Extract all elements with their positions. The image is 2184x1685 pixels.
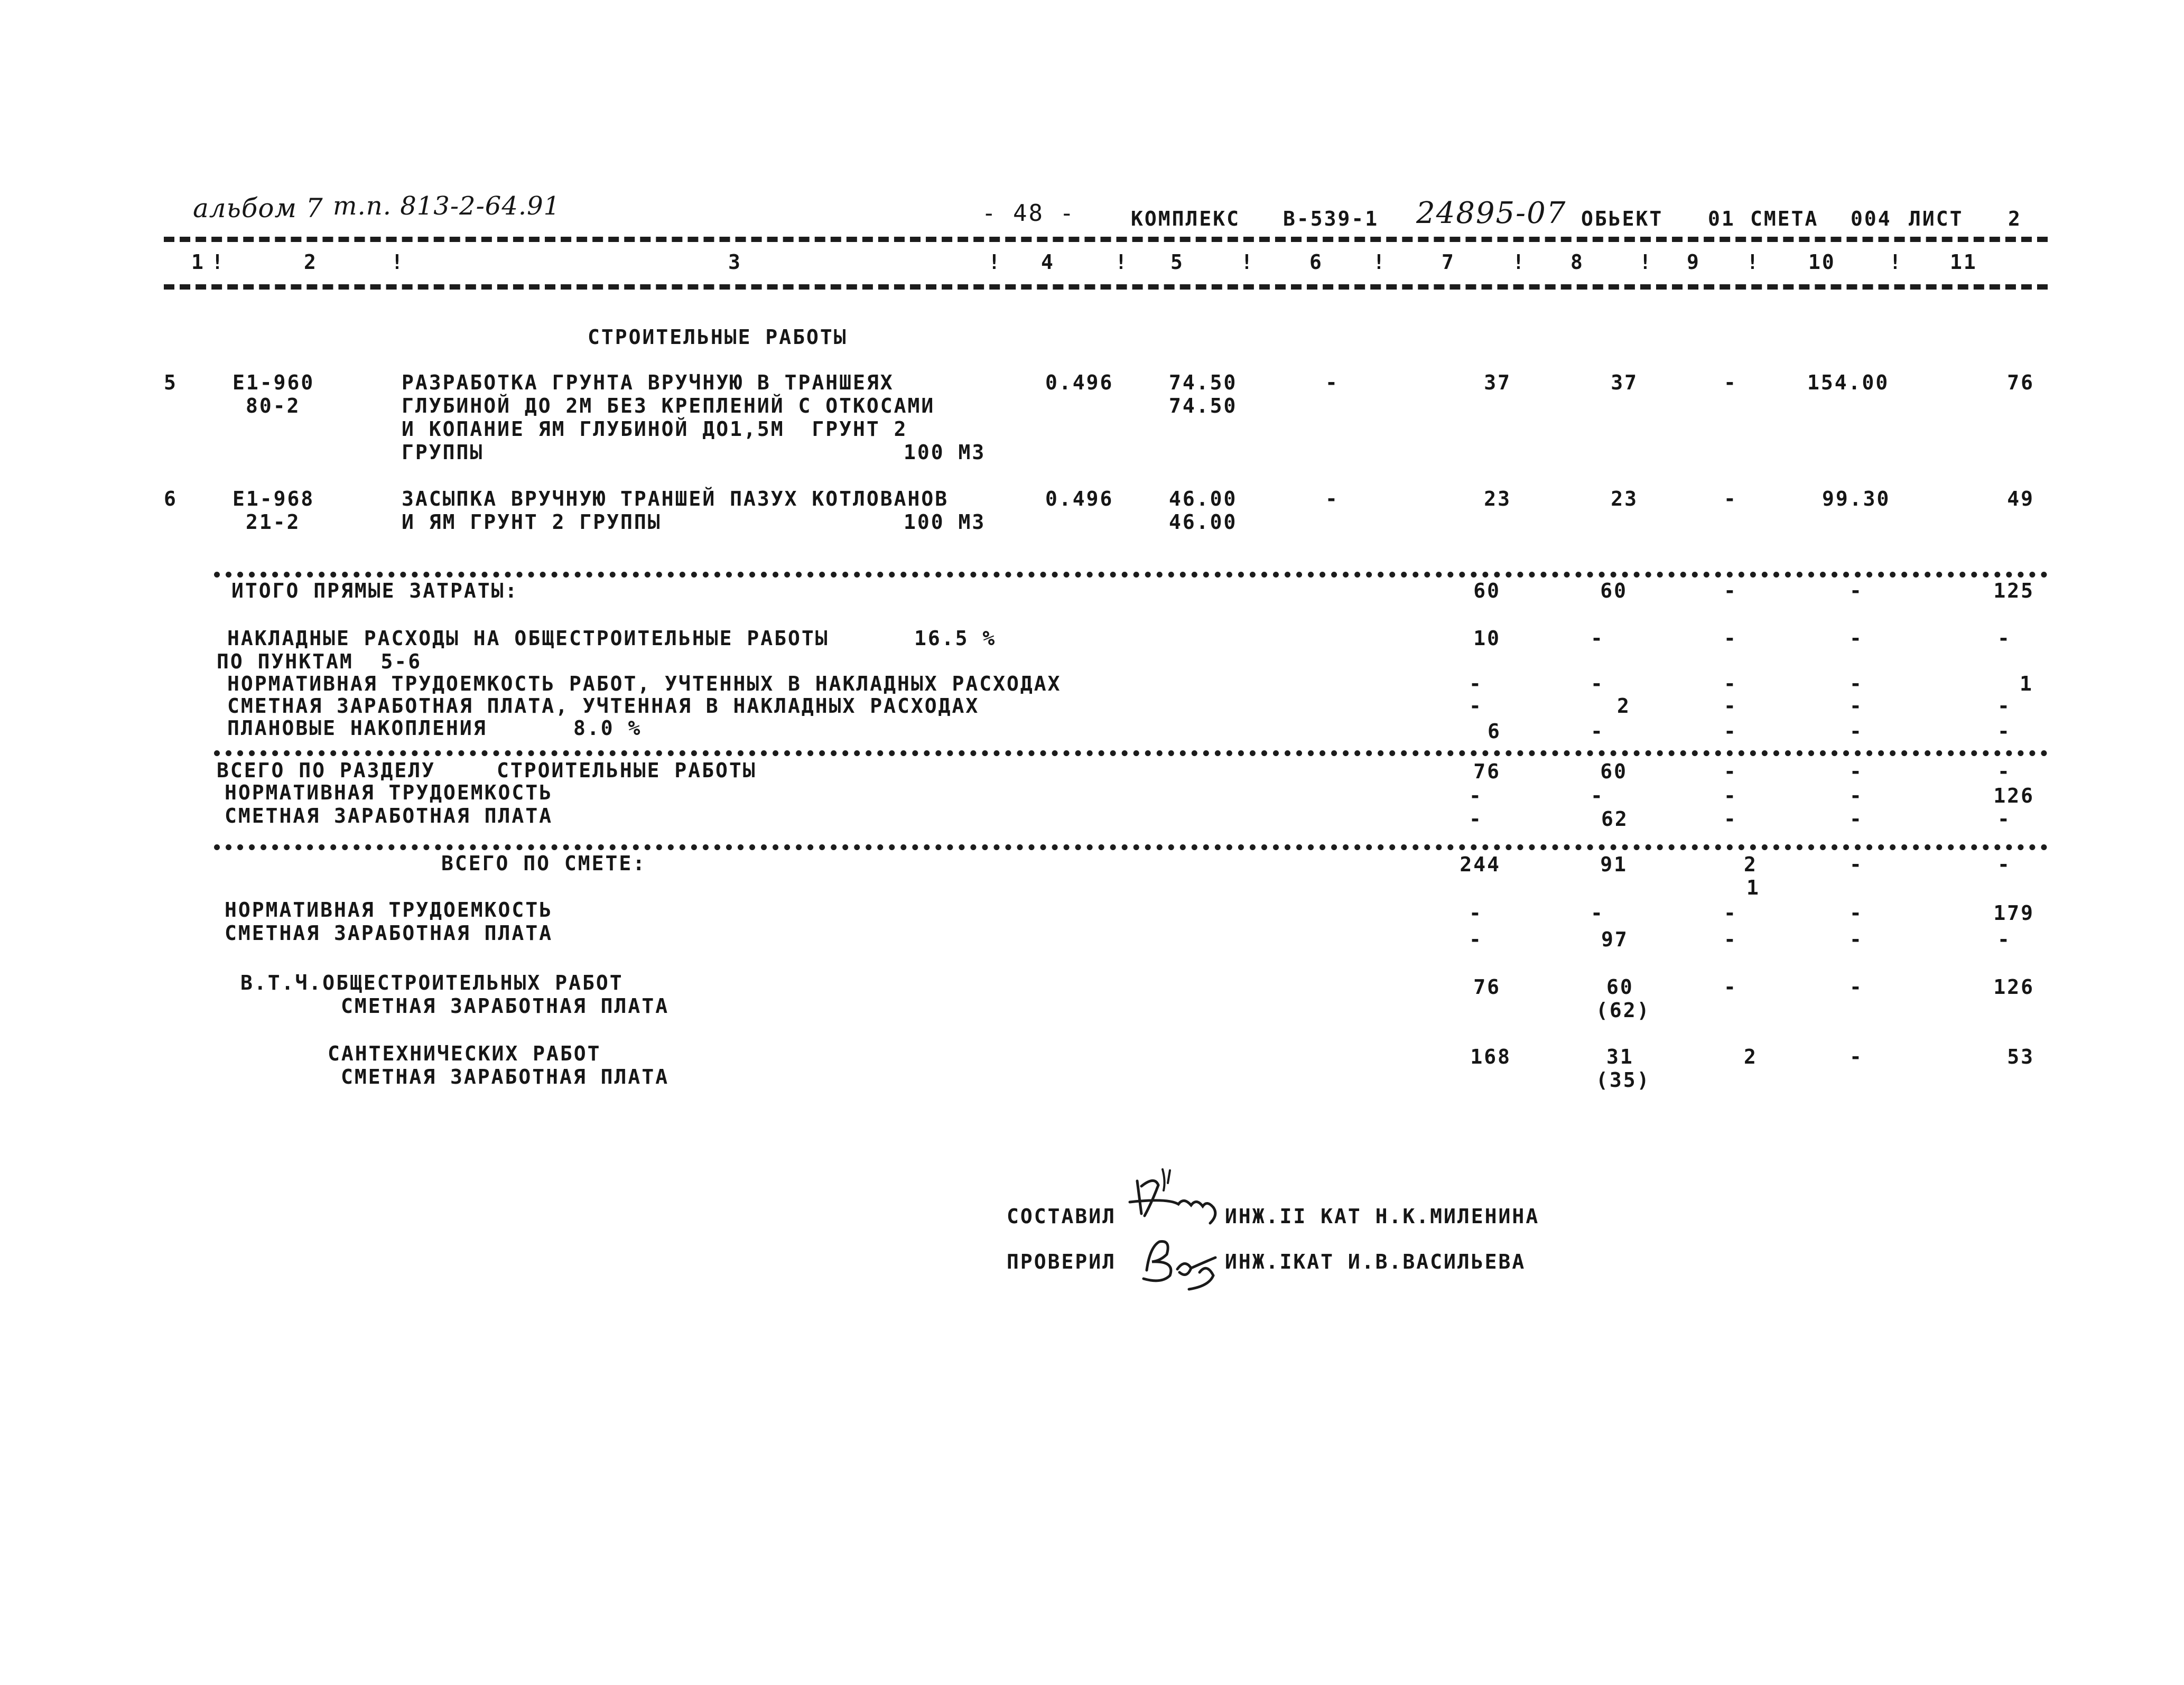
object-label: ОБЬЕКТ [1581,207,1663,230]
estimate-total-col7: 244 [1460,853,1501,876]
general-col8: 60 [1606,975,1634,999]
estimate-number: 004 [1851,207,1892,230]
planned-col8: - [1591,720,1604,743]
composed-by: ИНЖ.II КАТ Н.К.МИЛЕНИНА [1225,1205,1540,1228]
estimate-total-col9-sub: 1 [1746,876,1760,899]
planned-col7: 6 [1488,720,1501,743]
estimate-wage-col8: 97 [1601,928,1629,951]
direct-col7: 60 [1473,579,1501,602]
estimate-label: СМЕТА [1750,207,1819,230]
section-title: СТРОИТЕЛЬНЫЕ РАБОТЫ [588,325,848,349]
overhead-percent: 16.5 % [914,627,997,650]
section-total-col8: 60 [1600,760,1628,783]
section-total-col9: - [1724,760,1737,783]
planned-col9: - [1724,720,1737,743]
col-sep: ! [1373,250,1387,274]
section-total-label: ВСЕГО ПО РАЗДЕЛУ [217,759,436,782]
item-price-wage: 46.00 [1169,510,1238,534]
dotted-separator [214,844,2048,850]
estimate-total-col10: - [1850,853,1863,876]
estimate-norm-col10: - [1850,901,1863,925]
col-2: 2 [304,250,318,274]
checked-signature [1136,1231,1226,1295]
item-quantity: 0.496 [1045,487,1114,510]
item-col6: - [1325,371,1339,394]
col-1: 1 [191,250,205,274]
plumbing-col8: 31 [1606,1045,1634,1068]
overhead-col10: - [1850,627,1863,650]
general-col9: - [1724,975,1737,999]
item-unit: 100 М3 [904,510,986,534]
estimate-wage-label: СМЕТНАЯ ЗАРАБОТНАЯ ПЛАТА [225,921,553,945]
section-norm-col7: - [1469,784,1483,807]
item-col9: - [1724,487,1737,510]
checked-by: ИНЖ.IКАТ И.В.ВАСИЛЬЕВА [1225,1250,1526,1273]
col-7: 7 [1442,250,1455,274]
sheet-label: ЛИСТ [1909,207,1964,230]
col-5: 5 [1170,250,1184,274]
general-col8-wage: (62) [1596,999,1651,1022]
overhead-col11: - [1997,627,2011,650]
dotted-separator [214,750,2048,756]
item-price: 46.00 [1169,487,1238,510]
composed-signature [1126,1165,1226,1228]
section-norm-label: НОРМАТИВНАЯ ТРУДОЕМКОСТЬ [225,781,553,804]
plumbing-col9: 2 [1744,1045,1758,1068]
overhead-label: НАКЛАДНЫЕ РАСХОДЫ НА ОБЩЕСТРОИТЕЛЬНЫЕ РАБОТЫ [227,627,829,650]
section-norm-col11: 126 [1993,784,2034,807]
planned-label: ПЛАНОВЫЕ НАКОПЛЕНИЯ [227,716,487,740]
plumbing-col10: - [1850,1045,1863,1068]
wage-overhead-col11: - [1997,694,2011,718]
estimate-norm-col7: - [1469,901,1483,925]
norm-overhead-col10: - [1850,672,1863,695]
section-wage-label: СМЕТНАЯ ЗАРАБОТНАЯ ПЛАТА [225,804,553,827]
planned-percent: 8.0 % [573,716,642,740]
section-wage-col9: - [1724,807,1737,831]
item-col10: 154.00 [1807,371,1890,394]
section-wage-col11: - [1997,807,2011,831]
item-number: 6 [164,487,178,510]
item-col9: - [1724,371,1737,394]
overhead-col8: - [1591,627,1604,650]
general-col10: - [1850,975,1863,999]
col-sep: ! [211,250,225,274]
page-number: - 48 - [982,200,1075,227]
col-10: 10 [1808,250,1836,274]
plumbing-col8-wage: (35) [1596,1068,1651,1092]
item-col6: - [1325,487,1339,510]
item-text-line: ГЛУБИНОЙ ДО 2М БЕЗ КРЕПЛЕНИЙ С ОТКОСАМИ [402,394,935,417]
planned-col11: - [1997,720,2011,743]
direct-col8: 60 [1600,579,1628,602]
wage-overhead-col8: 2 [1617,694,1631,718]
item-col7: 37 [1484,371,1511,394]
col-6: 6 [1309,250,1323,274]
checked-label: ПРОВЕРИЛ [1007,1250,1117,1273]
direct-col9: - [1724,579,1737,602]
estimate-wage-col7: - [1469,928,1483,951]
general-works-label: В.Т.Ч.ОБЩЕСТРОИТЕЛЬНЫХ РАБОТ [240,971,624,994]
item-code: Е1-968 [233,487,315,510]
section-wage-col7: - [1469,807,1483,831]
composed-label: СОСТАВИЛ [1007,1205,1117,1228]
estimate-wage-col9: - [1724,928,1737,951]
item-col7: 23 [1484,487,1511,510]
section-total-col7: 76 [1473,760,1501,783]
norm-overhead-label: НОРМАТИВНАЯ ТРУДОЕМКОСТЬ РАБОТ, УЧТЕННЫХ В НАКЛАДНЫХ РАСХОДАХ [227,672,1062,695]
col-sep: ! [1512,250,1526,274]
estimate-wage-col11: - [1997,928,2011,951]
general-col7: 76 [1473,975,1501,999]
item-col10: 99.30 [1822,487,1891,510]
estimate-norm-col9: - [1724,901,1737,925]
direct-costs-label: ИТОГО ПРЯМЫЕ ЗАТРАТЫ: [231,579,519,602]
planned-col10: - [1850,720,1863,743]
estimate-total-col11: - [1997,853,2011,876]
direct-col10: - [1850,579,1863,602]
col-3: 3 [728,250,742,274]
col-11: 11 [1950,250,1977,274]
direct-col11: 125 [1993,579,2034,602]
estimate-norm-col8: - [1591,901,1604,925]
col-4: 4 [1041,250,1055,274]
wage-overhead-col9: - [1724,694,1737,718]
item-text-line: РАЗРАБОТКА ГРУНТА ВРУЧНУЮ В ТРАНШЕЯХ [402,371,894,394]
item-col11: 76 [2007,371,2034,394]
col-sep: ! [1639,250,1653,274]
norm-overhead-col8: - [1591,672,1604,695]
item-price-wage: 74.50 [1169,394,1238,417]
item-code-sub: 80-2 [246,394,301,417]
item-text-line: ГРУППЫ [402,441,484,464]
item-unit: 100 М3 [904,441,986,464]
col-sep: ! [391,250,405,274]
col-sep: ! [1115,250,1129,274]
plumbing-col7: 168 [1470,1045,1511,1068]
overhead-col9: - [1724,627,1737,650]
norm-overhead-col7: - [1469,672,1483,695]
estimate-norm-label: НОРМАТИВНАЯ ТРУДОЕМКОСТЬ [225,898,553,921]
complex-code: В-539-1 [1283,207,1379,230]
estimate-total-label: ВСЕГО ПО СМЕТЕ: [441,852,647,875]
plumbing-col11: 53 [2007,1045,2034,1068]
header-rule-bottom [164,284,2048,290]
estimate-norm-col11: 179 [1993,901,2034,925]
section-wage-col8: 62 [1601,807,1629,831]
item-price: 74.50 [1169,371,1238,394]
col-9: 9 [1687,250,1700,274]
item-col11: 49 [2007,487,2034,510]
stamp-number: 24895-07 [1416,196,1567,230]
estimate-wage-col10: - [1850,928,1863,951]
section-total-col11: - [1997,760,2011,783]
plumbing-works-label: САНТЕХНИЧЕСКИХ РАБОТ [328,1042,601,1065]
item-text-line: И ЯМ ГРУНТ 2 ГРУППЫ [402,510,662,534]
complex-label: КОМПЛЕКС [1131,207,1241,230]
estimate-total-col9: 2 [1744,853,1758,876]
overhead-col7: 10 [1473,627,1501,650]
section-total-name: СТРОИТЕЛЬНЫЕ РАБОТЫ [497,759,757,782]
section-total-col10: - [1850,760,1863,783]
item-col8: 23 [1611,487,1638,510]
object-number: 01 [1708,207,1735,230]
col-sep: ! [1746,250,1760,274]
estimate-total-col8: 91 [1600,853,1628,876]
sheet-number: 2 [2008,207,2022,230]
tp-label: т.п. 813-2-64.91 [333,191,561,221]
col-8: 8 [1570,250,1584,274]
col-sep: ! [1241,250,1254,274]
section-wage-col10: - [1850,807,1863,831]
item-quantity: 0.496 [1045,371,1114,394]
header-rule-top [164,237,2048,242]
item-text-line: И КОПАНИЕ ЯМ ГЛУБИНОЙ ДО1,5М ГРУНТ 2 [402,417,908,441]
norm-overhead-col9: - [1724,672,1737,695]
col-sep: ! [988,250,1002,274]
item-code: Е1-960 [233,371,315,394]
plumbing-works-wage-label: СМЕТНАЯ ЗАРАБОТНАЯ ПЛАТА [341,1065,670,1088]
wage-overhead-label: СМЕТНАЯ ЗАРАБОТНАЯ ПЛАТА, УЧТЕННАЯ В НАКЛАДНЫХ РАСХОДАХ [227,694,980,718]
item-text-line: ЗАСЫПКА ВРУЧНУЮ ТРАНШЕЙ ПАЗУХ КОТЛОВАНОВ [402,487,949,510]
overhead-items: ПО ПУНКТАМ 5-6 [217,650,422,673]
album-label: альбом 7 [193,193,323,224]
wage-overhead-col7: - [1469,694,1483,718]
section-norm-col9: - [1724,784,1737,807]
item-col8: 37 [1611,371,1638,394]
norm-overhead-col11: 1 [2020,672,2033,695]
item-code-sub: 21-2 [246,510,301,534]
wage-overhead-col10: - [1850,694,1863,718]
col-sep: ! [1889,250,1903,274]
general-col11: 126 [1993,975,2034,999]
item-number: 5 [164,371,178,394]
dotted-separator [214,572,2048,578]
general-works-wage-label: СМЕТНАЯ ЗАРАБОТНАЯ ПЛАТА [341,994,670,1018]
section-norm-col8: - [1591,784,1604,807]
section-norm-col10: - [1850,784,1863,807]
